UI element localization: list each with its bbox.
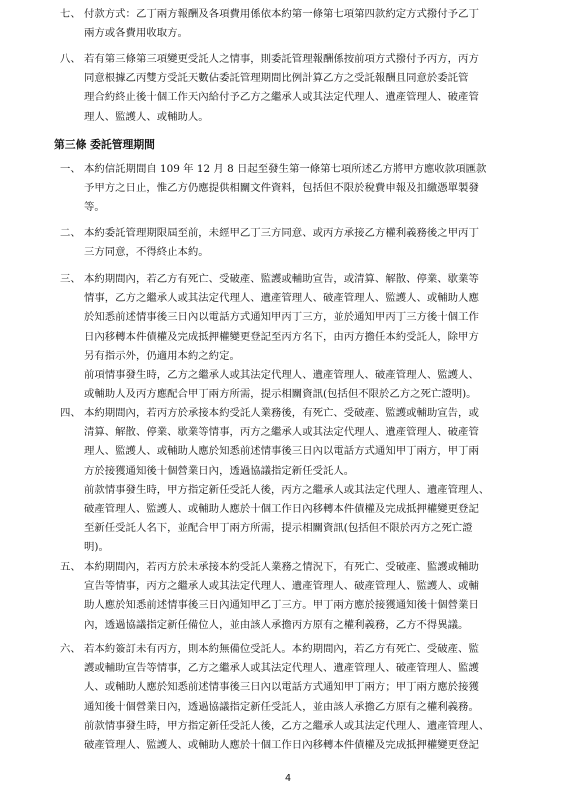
section-heading: 第三條 委託管理期間 [54,138,155,151]
paragraph-line: 若本約簽訂未有丙方，則本約無備位受託人。本約期間內，若乙方有死亡、受破產、監 [84,643,479,655]
paragraph-2 [60,224,540,262]
paragraph-line: 日內移轉本件債權及完成抵押權變更登記至丙方名下，由丙方擔任本約受託人，除甲方 [84,330,479,343]
paragraph-line: 同意根據乙丙雙方受託天數佔委託管理期間比例計算乙方之受託報酬且同意於委託管 [84,72,469,85]
paragraph-line: 另有指示外，仍適用本約之約定。 [84,349,240,362]
paragraph-line: 若有第三條第三項變更受託人之情事，則委託管理報酬係按前項方式撥付予丙方，丙方 [84,53,479,65]
paragraph-line: 本約期間內，若丙方於未承接本約受託人業務之情況下，有死亡、受破產、監護或輔助 [84,561,479,573]
paragraph-number: 四、 [60,407,81,419]
paragraph-5 [60,558,540,635]
paragraph-line: 理合約終止後十個工作天內給付予乙方之繼承人或其法定代理人、遺產管理人、破產管 [84,91,479,104]
paragraph-line: 助人應於知悉前述情事後三日內通知甲乙丁三方。甲丁兩方應於接獲通知後十個營業日 [84,599,479,612]
paragraph-line: 人、或輔助人應於知悉前述情事後三日內以電話方式通知甲丁兩方；甲丁兩方應於接獲 [84,681,479,694]
paragraph-6 [60,640,540,755]
paragraph-line: 本約期間內，若乙方有死亡、受破產、監護或輔助宣告，或清算、解散、停業、歇業等 [84,273,479,285]
paragraph-line: 破產管理人、監護人、或輔助人應於十個工作日內移轉本件債權及完成抵押權變更登記 [84,502,479,515]
paragraph-line: 兩方或各費用收取方。 [84,27,188,40]
paragraph-line: 三方同意，不得終止本約。 [84,246,209,259]
paragraph-1 [60,160,540,218]
paragraph-line: 情事，乙方之繼承人或其法定代理人、遺產管理人、破產管理人、監護人、或輔助人應 [84,292,479,305]
paragraph-7 [60,5,540,43]
paragraph-number: 五、 [60,561,81,573]
paragraph-line: 付款方式：乙丁兩方報酬及各項費用係依本約第一條第七項第四款約定方式撥付予乙丁 [84,8,479,20]
paragraph-line: 內，透過協議指定新任備位人，並由該人承擔丙方原有之權利義務，乙方不得異議。 [84,618,469,631]
paragraph-line: 本約期間內，若丙方於承接本約受託人業務後，有死亡、受破產、監護或輔助宣告，或 [84,407,479,419]
paragraph-number: 二、 [60,227,81,239]
paragraph-line: 本約委託管理期限屆至前，未經甲乙丁三方同意、或丙方承接乙方權利義務後之甲丙丁 [84,227,479,239]
paragraph-number: 八、 [60,53,81,65]
paragraph-number: 三、 [60,273,81,285]
page-number: 4 [284,773,292,784]
paragraph-4 [60,404,540,558]
paragraph-line: 前款情事發生時，甲方指定新任受託人後，乙方之繼承人或其法定代理人、遺產管理人、 [84,719,490,732]
paragraph-number: 一、 [60,163,81,175]
paragraph-number: 七、 [60,8,81,20]
paragraph-line: 清算、解散、停業、歇業等情事，丙方之繼承人或其法定代理人、遺產管理人、破產管 [84,426,479,439]
paragraph-line: 明)。 [84,541,109,554]
paragraph-line: 理人、監護人、或輔助人應於知悉前述情事後三日內以電話方式通知甲丁兩方，甲丁兩 [84,445,479,458]
paragraph-line: 方於接獲通知後十個營業日內，透過協議指定新任受託人。 [84,464,355,477]
paragraph-line: 宣告等情事，丙方之繼承人或其法定代理人、遺產管理人、破產管理人、監護人、或輔 [84,580,479,593]
paragraph-line: 通知後十個營業日內，透過協議指定新任受託人，並由該人承擔乙方原有之權利義務。 [84,700,479,713]
paragraph-3 [60,270,540,404]
paragraph-line: 護或輔助宣告等情事，乙方之繼承人或其法定代理人、遺產管理人、破產管理人、監護 [84,662,479,675]
paragraph-line: 前款情事發生時，甲方指定新任受託人後，丙方之繼承人或其法定代理人、遺產管理人、 [84,483,490,496]
paragraph-line: 或輔助人及丙方應配合甲丁兩方所需，提示相關資訊(包括但不限於乙方之死亡證明)。 [84,388,477,401]
paragraph-line: 至新任受託人名下，並配合甲丁兩方所需，提示相關資訊(包括但不限於丙方之死亡證 [84,522,473,535]
paragraph-line: 本約信託期間自 109 年 12 月 8 日起至發生第一條第七項所述乙方將甲方應收款項匯款 [84,163,487,175]
paragraph-line: 理人、監護人、或輔助人。 [84,110,209,123]
paragraph-line: 前項情事發生時，乙方之繼承人或其法定代理人、遺產管理人、破產管理人、監護人、 [84,368,479,381]
paragraph-line: 予甲方之日止，惟乙方仍應提供相關文件資料，包括但不限於稅費申報及扣繳憑單製發 [84,182,479,195]
paragraph-number: 六、 [60,643,81,655]
paragraph-line: 破產管理人、監護人、或輔助人應於十個工作日內移轉本件債權及完成抵押權變更登記 [84,738,479,751]
paragraph-line: 於知悉前述情事後三日內以電話方式通知甲丙丁三方，並於通知甲丙丁三方後十個工作 [84,311,479,324]
paragraph-line: 等。 [84,201,105,214]
paragraph-8 [60,50,540,127]
